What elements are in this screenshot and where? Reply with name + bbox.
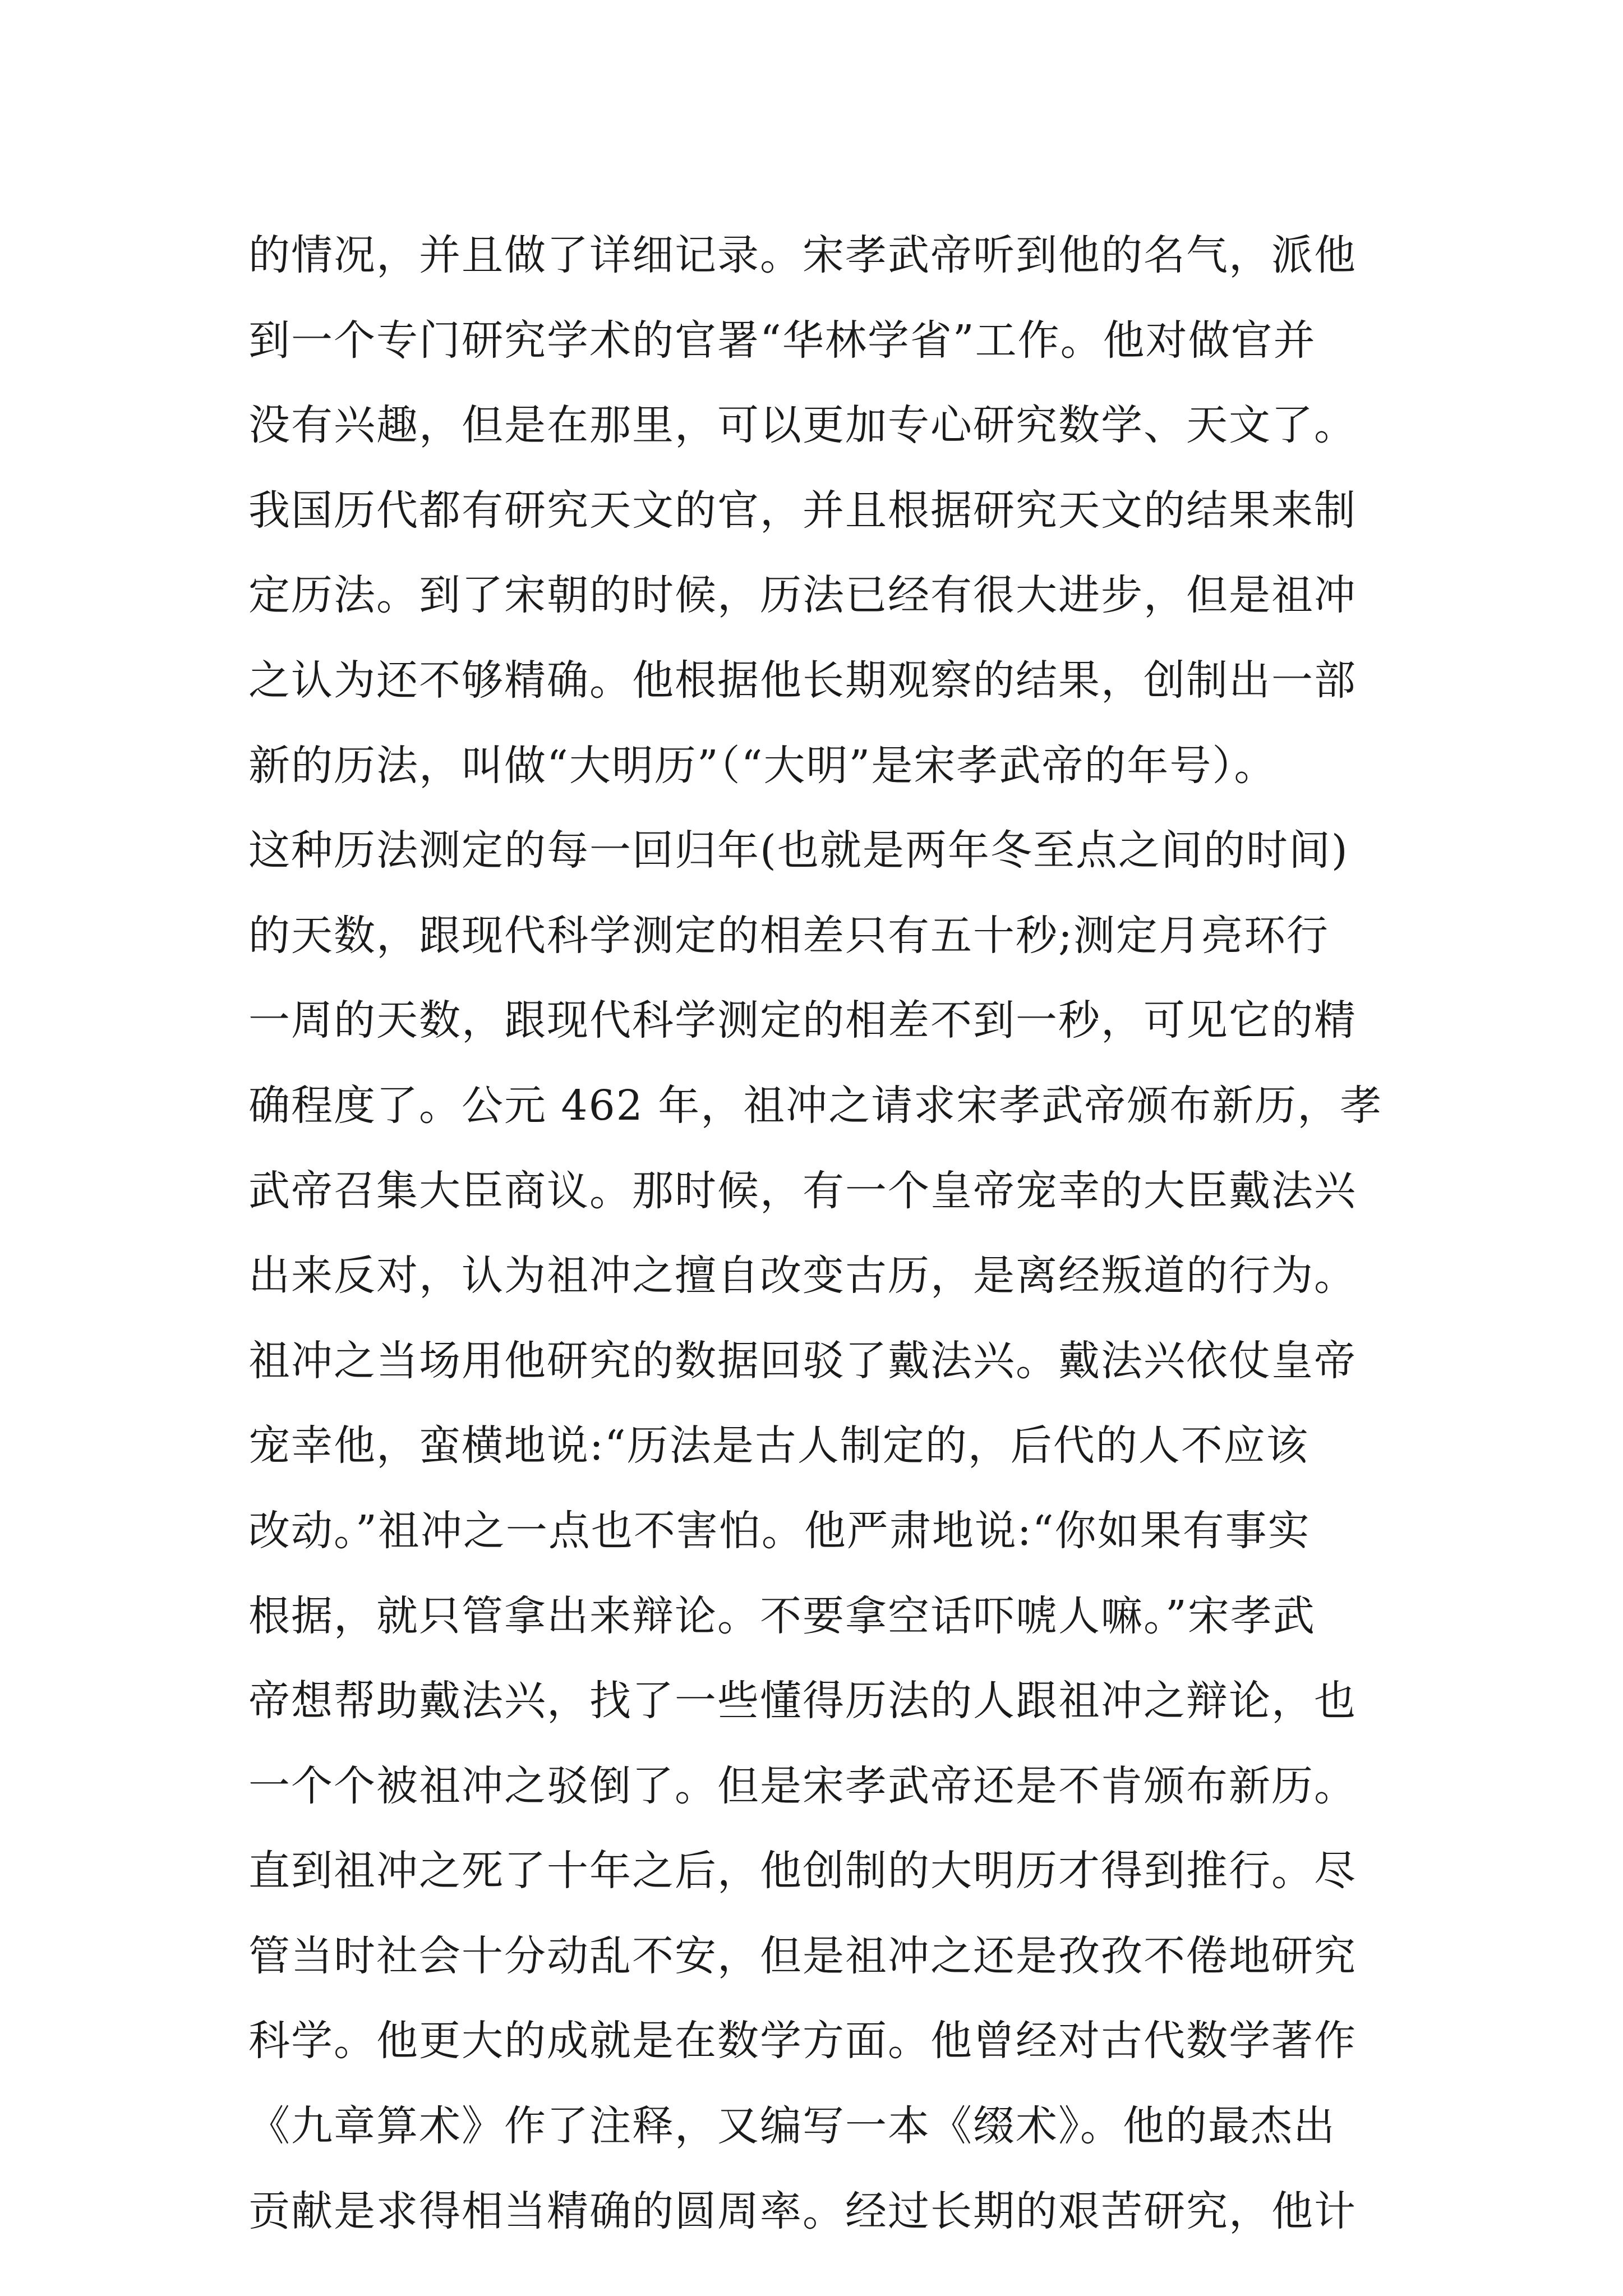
text-line: 一周的天数，跟现代科学测定的相差不到一秒，可见它的精 — [248, 996, 1357, 1045]
text-line: 管当时社会十分动乱不安，但是祖冲之还是孜孜不倦地研究 — [248, 1931, 1357, 1980]
text-line: 出来反对，认为祖冲之擅自改变古历，是离经叛道的行为。 — [248, 1251, 1357, 1300]
body-text — [248, 213, 1404, 2254]
text-line: 没有兴趣，但是在那里，可以更加专心研究数学、天文了。 — [248, 401, 1357, 450]
text-line: 新的历法，叫做“大明历”（“大明”是宋孝武帝的年号）。 — [248, 741, 1277, 790]
text-line: 贡献是求得相当精确的圆周率。经过长期的艰苦研究，他计 — [248, 2187, 1357, 2235]
text-line: 定历法。到了宋朝的时候，历法已经有很大进步，但是祖冲 — [248, 571, 1357, 620]
text-line: 直到祖冲之死了十年之后，他创制的大明历才得到推行。尽 — [248, 1847, 1357, 1895]
text-line: 我国历代都有研究天文的官，并且根据研究天文的结果来制 — [248, 486, 1357, 535]
text-line: 改动。”祖冲之一点也不害怕。他严肃地说:“你如果有事实 — [248, 1506, 1311, 1555]
text-line: 一个个被祖冲之驳倒了。但是宋孝武帝还是不肯颁布新历。 — [248, 1761, 1357, 1810]
text-line: 之认为还不够精确。他根据他长期观察的结果，创制出一部 — [248, 656, 1357, 705]
text-line: 祖冲之当场用他研究的数据回驳了戴法兴。戴法兴依仗皇帝 — [248, 1336, 1357, 1385]
text-line: 这种历法测定的每一回归年(也就是两年冬至点之间的时间) — [248, 826, 1349, 875]
text-line: 确程度了。公元 462 年，祖冲之请求宋孝武帝颁布新历，孝 — [248, 1081, 1383, 1130]
text-line: 科学。他更大的成就是在数学方面。他曾经对古代数学著作 — [248, 2017, 1357, 2065]
text-line: 的情况，并且做了详细记录。宋孝武帝听到他的名气，派他 — [248, 231, 1357, 279]
text-line: 帝想帮助戴法兴，找了一些懂得历法的人跟祖冲之辩论，也 — [248, 1677, 1357, 1726]
text-line: 宠幸他，蛮横地说:“历法是古人制定的，后代的人不应该 — [248, 1421, 1309, 1470]
text-line: 《九章算术》作了注释，又编写一本《缀术》。他的最杰出 — [248, 2102, 1336, 2151]
text-line: 的天数，跟现代科学测定的相差只有五十秒;测定月亮环行 — [248, 911, 1329, 960]
text-line: 根据，就只管拿出来辩论。不要拿空话吓唬人嘛。”宋孝武 — [248, 1591, 1316, 1640]
text-line: 到一个专门研究学术的官署“华林学省”工作。他对做官并 — [248, 316, 1316, 365]
text-line: 武帝召集大臣商议。那时候，有一个皇帝宠幸的大臣戴法兴 — [248, 1166, 1357, 1215]
